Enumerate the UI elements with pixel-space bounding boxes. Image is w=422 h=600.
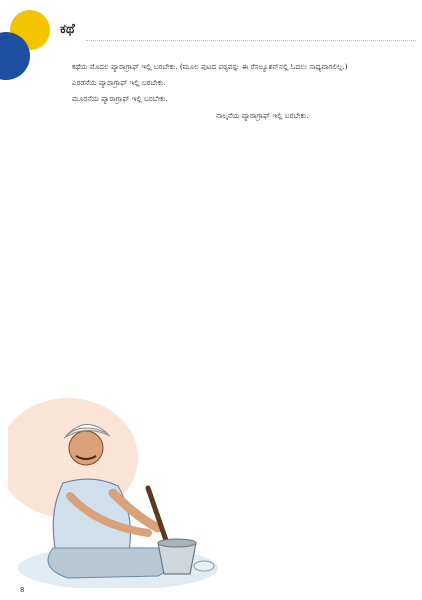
story-illustration — [8, 378, 218, 588]
story-paragraph: ನಾಲ್ಕನೆಯ ಪ್ಯಾರಾಗ್ರಾಫ್ ಇಲ್ಲಿ ಬರಬೇಕು. — [216, 110, 309, 120]
story-body — [62, 60, 412, 125]
story-paragraph: ಮೂರನೆಯ ಪ್ಯಾರಾಗ್ರಾಫ್ ಇಲ್ಲಿ ಬರಬೇಕು. — [72, 94, 168, 104]
page-number: 8 — [20, 586, 25, 594]
story-paragraph: ಎರಡನೆಯ ಪ್ಯಾರಾಗ್ರಾಫ್ ಇಲ್ಲಿ ಬರಬೇಕು. — [72, 78, 166, 88]
header-dotted-rule — [86, 40, 416, 41]
story-paragraph: ಕಥೆಯ ಮೊದಲ ಪ್ಯಾರಾಗ್ರಾಫ್ ಇಲ್ಲಿ ಬರಬೇಕು. (ಮೂಲ ಪುಟದ ಪಠ್ಯವನ್ನು ಈ ರೆಸಲ್ಯೂಶನ್‌ನಲ್ಲಿ ಓದಲು ಸಾಧ್ಯವಾಗಲಿಲ್ಲ.) — [72, 62, 348, 71]
section-title: ಕಥೆ — [60, 22, 75, 37]
